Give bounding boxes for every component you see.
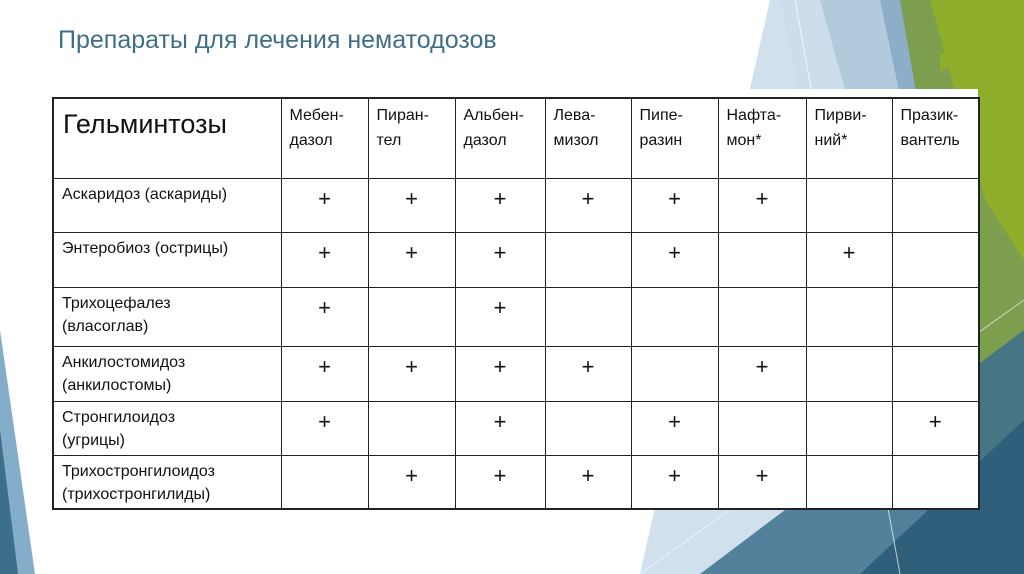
effectiveness-mark bbox=[892, 346, 979, 401]
drug-header: Нафта- мон* bbox=[718, 98, 806, 178]
effectiveness-mark: + bbox=[281, 401, 368, 455]
effectiveness-mark bbox=[892, 287, 979, 346]
effectiveness-mark: + bbox=[631, 455, 718, 509]
helminthiasis-label: Трихостронгилоидоз (трихостронгилиды) bbox=[53, 455, 281, 509]
effectiveness-mark bbox=[806, 178, 892, 232]
effectiveness-mark bbox=[631, 346, 718, 401]
drug-header: Празик- вантель bbox=[892, 98, 979, 178]
table-row bbox=[53, 287, 979, 346]
effectiveness-mark: + bbox=[368, 455, 455, 509]
helminthiasis-label: Анкилостомидоз (анкилостомы) bbox=[53, 346, 281, 401]
effectiveness-mark: + bbox=[631, 401, 718, 455]
effectiveness-mark bbox=[806, 287, 892, 346]
effectiveness-mark: + bbox=[718, 178, 806, 232]
helminthiasis-label: Стронгилоидоз (угрицы) bbox=[53, 401, 281, 455]
helminthiasis-label: Трихоцефалез (власоглав) bbox=[53, 287, 281, 346]
effectiveness-mark bbox=[718, 401, 806, 455]
effectiveness-mark: + bbox=[455, 401, 545, 455]
table-row bbox=[53, 401, 979, 455]
helminthiasis-label: Аскаридоз (аскариды) bbox=[53, 178, 281, 232]
effectiveness-mark bbox=[892, 232, 979, 287]
effectiveness-mark bbox=[545, 287, 631, 346]
effectiveness-mark: + bbox=[806, 232, 892, 287]
table-header-row bbox=[53, 98, 979, 178]
effectiveness-mark: + bbox=[455, 232, 545, 287]
effectiveness-mark: + bbox=[718, 455, 806, 509]
helminthiasis-label: Энтеробиоз (острицы) bbox=[53, 232, 281, 287]
effectiveness-mark: + bbox=[455, 455, 545, 509]
effectiveness-mark bbox=[631, 287, 718, 346]
effectiveness-mark: + bbox=[368, 178, 455, 232]
effectiveness-mark: + bbox=[631, 178, 718, 232]
effectiveness-mark bbox=[718, 232, 806, 287]
table-row bbox=[53, 346, 979, 401]
effectiveness-mark bbox=[806, 346, 892, 401]
drug-header: Пипе- разин bbox=[631, 98, 718, 178]
effectiveness-mark: + bbox=[455, 178, 545, 232]
effectiveness-mark: + bbox=[281, 178, 368, 232]
effectiveness-mark: + bbox=[631, 232, 718, 287]
effectiveness-mark: + bbox=[545, 455, 631, 509]
effectiveness-mark bbox=[368, 287, 455, 346]
effectiveness-mark bbox=[718, 287, 806, 346]
effectiveness-mark: + bbox=[718, 346, 806, 401]
effectiveness-mark: + bbox=[281, 232, 368, 287]
table-row bbox=[53, 455, 979, 509]
effectiveness-mark: + bbox=[455, 287, 545, 346]
helminth-drug-table bbox=[52, 97, 980, 510]
table-row bbox=[53, 232, 979, 287]
page-title: Препараты для лечения нематодозов bbox=[58, 26, 497, 54]
corner-header: Гельминтозы bbox=[53, 98, 281, 178]
effectiveness-mark: + bbox=[281, 287, 368, 346]
effectiveness-mark bbox=[892, 178, 979, 232]
effectiveness-mark: + bbox=[368, 346, 455, 401]
effectiveness-mark: + bbox=[455, 346, 545, 401]
effectiveness-mark bbox=[281, 455, 368, 509]
effectiveness-mark bbox=[545, 232, 631, 287]
effectiveness-mark: + bbox=[545, 346, 631, 401]
drug-header: Пирви- ний* bbox=[806, 98, 892, 178]
effectiveness-mark: + bbox=[545, 178, 631, 232]
effectiveness-mark: + bbox=[368, 232, 455, 287]
effectiveness-mark bbox=[806, 455, 892, 509]
drug-header: Альбен- дазол bbox=[455, 98, 545, 178]
effectiveness-mark: + bbox=[892, 401, 979, 455]
drug-header: Мебен- дазол bbox=[281, 98, 368, 178]
effectiveness-mark bbox=[892, 455, 979, 509]
effectiveness-mark bbox=[806, 401, 892, 455]
effectiveness-mark bbox=[545, 401, 631, 455]
effectiveness-mark bbox=[368, 401, 455, 455]
drug-header: Лева- мизол bbox=[545, 98, 631, 178]
table-row bbox=[53, 178, 979, 232]
effectiveness-mark: + bbox=[281, 346, 368, 401]
drug-header: Пиран- тел bbox=[368, 98, 455, 178]
